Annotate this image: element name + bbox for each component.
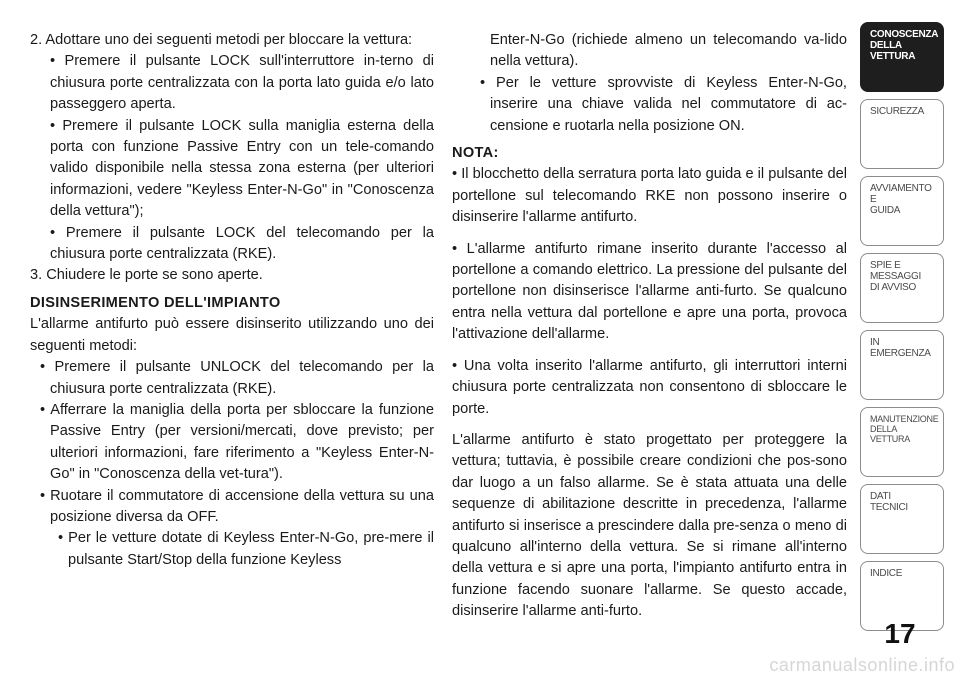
- chapter-tab-2[interactable]: [860, 99, 944, 169]
- chapter-tab-label: SICUREZZA: [870, 106, 924, 117]
- right-column: [452, 30, 847, 623]
- text-paragraph: L'allarme antifurto è stato progettato per proteggere la vettura; tuttavia, è possibile creare condizioni che pos-sono dar luogo a un falso allarme. Se è stata attuata una delle sequenze di abilitazione descritte in precedenza, l'allarme antifurto si inserisce a prescindere dalla pre-senza o meno di qualcuno all'interno della vettura. Se si rimane all'interno della vettura e si apre una porta, l'impianto antifurto entra in funzione facendo suonare l'allarme. Se questo accade, disinserire l'allarme anti-furto.: [452, 431, 847, 620]
- text-paragraph: • Per le vetture dotate di Keyless Enter-N-Go, pre-mere il pulsante Start/Stop della funzione Keyless: [58, 530, 434, 568]
- text-paragraph: • Ruotare il commutatore di accensione della vettura su una posizione diversa da OFF.: [40, 487, 434, 525]
- chapter-tab-label: DATI TECNICI: [870, 491, 908, 513]
- text-paragraph: 3. Chiudere le porte se sono aperte.: [30, 267, 263, 284]
- text-paragraph: • Il blocchetto della serratura porta lato guida e il pulsante del portellone sul telecomando RKE non possono inserire o disinserire l'allarme antifurto.: [452, 166, 847, 226]
- text-paragraph: • Per le vetture sprovviste di Keyless Enter-N-Go, inserire una chiave valida nel commutatore di ac-censione e ruotarla nella posizione ON.: [480, 74, 847, 134]
- text-paragraph: • Afferrare la maniglia della porta per sbloccare la funzione Passive Entry (per versioni/mercati, dove previsto; per ulteriori informazioni, fare riferimento a "Keyless Enter-N-Go" in "Conoscenza della vet-tura").: [40, 401, 434, 483]
- text-paragraph: L'allarme antifurto può essere disinserito utilizzando uno dei seguenti metodi:: [30, 316, 434, 354]
- section-heading: NOTA:: [452, 145, 499, 162]
- page-number: 17: [884, 618, 916, 649]
- chapter-tab-label: INDICE: [870, 568, 903, 579]
- chapter-tab-6[interactable]: [860, 407, 944, 477]
- text-paragraph: • L'allarme antifurto rimane inserito durante l'accesso al portellone a comando elettrico. La pressione del pulsante del portellone non disinserisce l'allarme anti-furto. Se qualcuno entra nella vettura dal portellone e apre una porta, provoca l'attivazione dell'allarme.: [452, 240, 847, 343]
- text-paragraph: • Premere il pulsante LOCK sull'interruttore in-terno di chiusura porte centralizzata con la porta lato guida e/o lato passeggero aperta.: [50, 53, 434, 113]
- chapter-tab-4[interactable]: [860, 253, 944, 323]
- chapter-tab-3[interactable]: [860, 176, 944, 246]
- chapter-tab-label: SPIE E MESSAGGI DI AVVISO: [870, 260, 921, 293]
- left-column: [30, 30, 434, 571]
- chapter-sidebar: [860, 22, 944, 638]
- text-paragraph: • Premere il pulsante LOCK del telecomando per la chiusura porte centralizzata (RKE).: [50, 224, 434, 263]
- chapter-tab-5[interactable]: [860, 330, 944, 400]
- chapter-tab-label: IN EMERGENZA: [870, 337, 931, 359]
- text-paragraph: • Premere il pulsante UNLOCK del telecomando per la chiusura porte centralizzata (RKE).: [40, 359, 434, 397]
- chapter-tab-label: AVVIAMENTO E GUIDA: [870, 183, 932, 216]
- text-paragraph: • Una volta inserito l'allarme antifurto, gli interruttori interni chiusura porte centralizzata non consentono di sbloccare le porte.: [452, 357, 847, 417]
- text-paragraph: Enter-N-Go (richiede almeno un telecomando va-lido nella vettura).: [490, 32, 847, 70]
- text-paragraph: 2. Adottare uno dei seguenti metodi per bloccare la vettura:: [30, 32, 413, 48]
- chapter-tab-7[interactable]: [860, 484, 944, 554]
- chapter-tab-label: CONOSCENZA DELLA VETTURA: [870, 29, 939, 62]
- chapter-tab-1[interactable]: [860, 22, 944, 92]
- section-heading: DISINSERIMENTO DELL'IMPIANTO: [30, 294, 281, 311]
- watermark: carmanualsonline.info: [769, 655, 955, 675]
- text-paragraph: • Premere il pulsante LOCK sulla maniglia esterna della porta con funzione Passive Entry con un tele-comando valido disponibile nella stessa zona esterna (per ulteriori informazioni, vedere "Keyless Enter-N-Go" in "Conoscenza della vettura");: [50, 117, 434, 220]
- chapter-tab-label: MANUTENZIONE DELLA VETTURA: [870, 414, 939, 444]
